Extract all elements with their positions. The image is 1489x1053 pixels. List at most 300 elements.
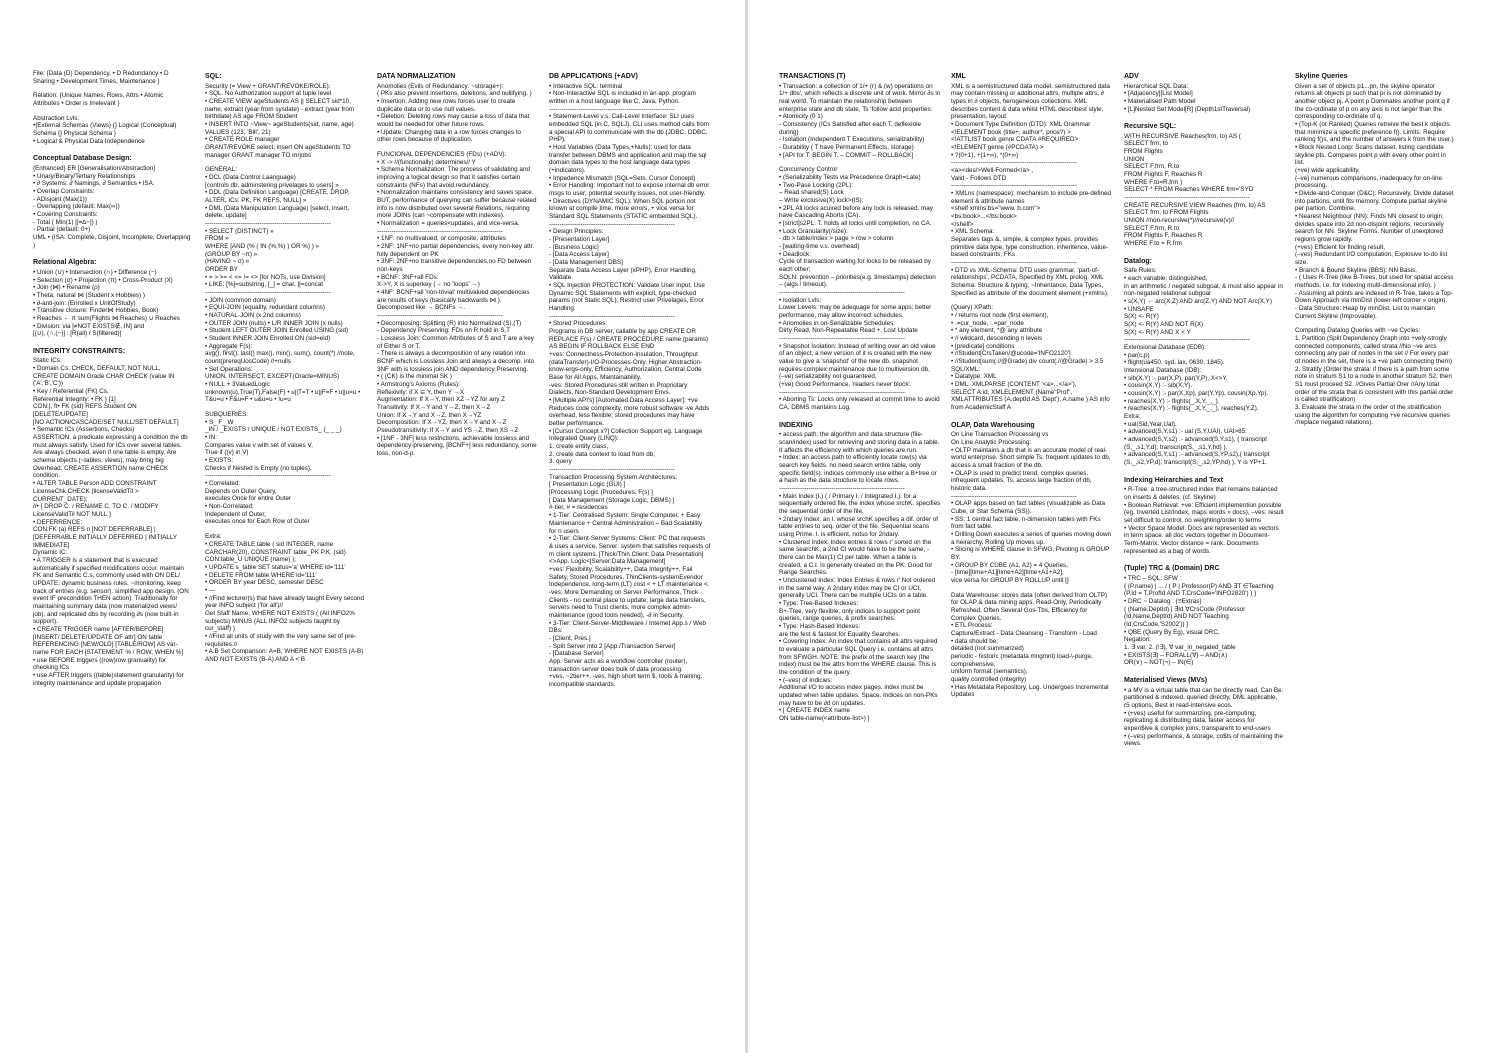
spacer bbox=[951, 412, 1113, 419]
note-line: 2. create data context to load from db, bbox=[549, 450, 656, 458]
note-line: • [L]Nested Set Model[R] (Depth1stTraversal) bbox=[1124, 105, 1251, 113]
note-line: ------------------------------------------------------------ bbox=[951, 258, 1077, 266]
note-line: - [Business Logic] bbox=[549, 243, 599, 251]
note-line: • Two-Pase Locking (2PL): bbox=[779, 181, 854, 189]
note-line: • Unclustered Index: Index Entries & rows r' Not ordered in the same way. A 2ndary index may be CI or UCI, generally UCI. There can be multiple UCIs on a table. bbox=[779, 577, 936, 600]
note-line: • 4NF: BCNF+all 'non-trivial' multivalued dependencies are results of keys (basically backwards ⋈ ). Decomposed like → BCNFs →. bbox=[377, 289, 530, 312]
note-line: • [1NF - 3NF] less restrictions, achievable lossless and dependency-preserving, [BCNF+] less redundancy, some loss, non-d-p. bbox=[377, 434, 537, 458]
note-line: { (Name,DeptId) | ∃Id ∀CrsCode (Professor (Id,Name,DeptId) AND NOT Teaching (Id,CrsCode,'S2002')) } bbox=[1124, 605, 1246, 628]
note-line: detailed (not summarized) bbox=[951, 645, 1024, 653]
section-heading: Materialised Views (MVs) bbox=[1124, 677, 1208, 684]
note-line: • Semantic ICs (Assertions, Checks) bbox=[33, 426, 135, 434]
note-line: SELECT * FROM Reaches WHERE frm='SYD' bbox=[1124, 186, 1255, 194]
note-line: • ( (CK) is the minimal SK ) bbox=[377, 373, 452, 381]
note-line: - [Data Management DBS] bbox=[549, 258, 623, 266]
note-line: UNION bbox=[1124, 155, 1145, 163]
note-line: +ves: Connectness-Protection-Insulation, Throughput (dataTransfer)-I/O-Processes-Only, Higher Abstraction-know-ergs-only, Efficiency, Authorization, Central Code Base for All Apps, Maintainability. bbox=[549, 351, 703, 382]
note-line: • Drilling Down executes a series of queries moving down a heirarchy, Rolling Up moves up. bbox=[951, 531, 1112, 546]
note-line: • SQL Injection PROTECTION: Validate User Input, Use Dynamic SQL Statements with explicit, type-checked params (not Static SQL), Restrict user Privelages, Error Handling. bbox=[549, 282, 705, 313]
note-line: (–ve) serializability not guaranteed, bbox=[779, 373, 877, 381]
note-line: ------------------------------------------------------------ bbox=[779, 484, 905, 492]
note-line: On Line Analytic Processing: bbox=[951, 438, 1032, 446]
note-line: <a><des/>Well-Formed</a> , bbox=[951, 166, 1034, 174]
note-line: Extra: bbox=[1124, 413, 1141, 421]
note-line: GENERAL: bbox=[205, 166, 237, 174]
note-line: ------------------------------------------------------------ bbox=[205, 219, 331, 227]
note-line: - Overlapping (default: Max(∞)) bbox=[33, 203, 120, 211]
note-line: _IN / _EXISTS / UNIQUE / NOT EXISTS_ (_ _ _) bbox=[205, 426, 342, 434]
section-heading: Datalog: bbox=[1124, 257, 1152, 265]
note-line: - Dependency Preserving: FDs on R hold in S,T bbox=[377, 327, 510, 335]
note-line: - Data Structure: Heap by minDist, List to maintain Current Skyline (Improvable). bbox=[1295, 305, 1435, 320]
note-line: ( PKs also prevent insertions, deletions, and nullifying. ) bbox=[377, 90, 532, 98]
left-col-4 bbox=[549, 70, 711, 689]
note-line: ------------------------------------------------------------ bbox=[951, 492, 1077, 500]
spacer bbox=[779, 412, 941, 419]
note-line: • OLAP is used to predict trend, complex queries, infrequent updates, Ts. access large fraction of db, historic data. bbox=[951, 469, 1092, 492]
note-line: [ Data Management (Storage Logic, DBMS) ] bbox=[549, 496, 675, 504]
note-line: • SELECT (DISTINCT) » bbox=[205, 227, 274, 235]
note-line: 3. query bbox=[549, 458, 572, 466]
note-line: • A.B Set Comparison: A=B, WHERE NOT EXISTS (A-B) AND NOT EXISTS (B-A) AND A < B bbox=[205, 648, 364, 663]
note-line: • Design Principles: bbox=[549, 228, 604, 236]
note-line: - Partial (default: 0+) bbox=[33, 226, 91, 234]
note-line: CREATE DOMAIN Grade CHAR CHECK (value IN ('A','B','C')) bbox=[33, 372, 175, 388]
note-line: (+ves) Efficient for finding result, bbox=[1295, 243, 1386, 251]
note-line: Referential Integrity: • FK } [1] bbox=[33, 395, 116, 403]
note-line: Reflexivity: if X ⊆ Y, then Y →X bbox=[377, 388, 465, 396]
note-line: • Snapshot Isolation: Instead of writing over an old value of an object, a new version of it is created with the new value to give a 'snapshot' of the new db. snapshot requires complex maintenance due to multiversion db, bbox=[779, 342, 936, 373]
note-line: • Overlap Constraints: bbox=[33, 187, 95, 195]
note-line: • 2ndary Index: an I. whose srchK specifies a dif. order of table entries to seq. order of the file. Sequential scans using Prime. I. is efficient, notso for 2ndary. bbox=[779, 515, 939, 539]
spacer bbox=[33, 85, 191, 92]
note-line: • Join (⋈) • Rename (ρ) bbox=[33, 284, 100, 292]
note-line: (–ves) Redundant I/O computation, Explosive to-do list size. bbox=[1295, 251, 1448, 266]
note-line: ------------------------------------------------------------ bbox=[1124, 336, 1250, 344]
spacer bbox=[33, 108, 191, 115]
note-line: • DCL (Data Control Laanguage) bbox=[205, 173, 296, 181]
note-line: 1. create entity class, bbox=[549, 443, 609, 451]
note-line: • Student INNER JOIN Enrolled ON (sid=eid) bbox=[205, 335, 331, 343]
note-line: • sib(X,Y) :- par(X,P), par(Y,P), X<>Y. bbox=[1124, 374, 1228, 382]
spacer bbox=[951, 585, 1113, 592]
note-line: • CREATE TRIGGER name [AFTER/BEFORE] [INSERT/ DELETE/UPDATE OF attr] ON table REFERENCING [NEW/OLD] [TABLE/ROW] AS var-name FOR EACH [STATEMENT % / ROW, WHEN %] bbox=[33, 625, 184, 656]
note-line: SELECT F.frm, R.to bbox=[1124, 163, 1180, 171]
note-line: • Division: via [≠NOT EXISTS∉, IN] and bbox=[33, 322, 145, 330]
note-line: FUNCIONAL DEPENDENCIES (FDs) (+ADV): bbox=[377, 150, 507, 158]
note-line: • Union (∪) • Intersection (∩) • Difference (−) bbox=[33, 268, 157, 276]
note-line: • Theta, natural ⋈ (Student x Hobbies) ) bbox=[33, 291, 145, 299]
note-line: 3. Evaluate the strata in the order of the stratification using the algorithm for computing +ve recursive queries //replace negated relations). bbox=[1295, 404, 1450, 427]
note-line: • EXISTS(∃) – FORALL(∀) – AND(∧) bbox=[1124, 651, 1228, 659]
note-line: -ves: Stored Procedures still written in Propriotary Dialects, Non-Standard Development Envs. bbox=[549, 381, 688, 397]
note-line: ------------------------------------------------------------ bbox=[549, 466, 675, 474]
note-line: - Lossless Join: Common Attributes of S and T are a key of Either S or T. bbox=[377, 335, 534, 350]
note-line: • Branch & Bound Skyline (BBS): NN Basis. bbox=[1295, 266, 1417, 274]
note-line: 2. Stratify (Order the strata: if there is a path from some note in stratum S1 to a node in another stratum S2, then S1 must proceed S2. //Gives Partial Orer //Any total order of the strata that is consistent with this partial order is called stratification) bbox=[1295, 365, 1454, 404]
note-line: • XML Schema: bbox=[951, 228, 995, 236]
note-line: • Document Type Definition (DTD): XML Grammar bbox=[951, 120, 1091, 128]
note-line: • access path: the algorithm and data structure (file-scan/index) used for retrieving and storing data in a table. It affects the efficiency with which queries are run. bbox=[779, 431, 940, 454]
note-line: • a MV is a virtual table that can be directly read. Can Be: partitioned & indexed, queried directly, DML applicable, r5 options, Best in read-intensive ecos. bbox=[1124, 686, 1284, 709]
note-line: SELECT frm, to FROM Flights bbox=[1124, 209, 1209, 217]
note-line: S(X) <- R(Y) bbox=[1124, 313, 1159, 321]
right-page bbox=[748, 0, 1489, 1053]
note-line: ------------------------------------------------------------ bbox=[377, 312, 503, 320]
note-line: • EQUI-JOIN (equality, redundant columns) bbox=[205, 304, 326, 312]
note-line: SOLN: prevention – priorities(e.g. timestamps) detection – (algs / timeout). bbox=[779, 273, 936, 289]
note-line: Lower Levels: may be adequage for some apps; better performance, may allow incorrect schedules. bbox=[779, 304, 932, 320]
note-line: [(∪), (∩,(−)] : [R(all) / S(filtered)] bbox=[33, 330, 122, 338]
spacer bbox=[33, 249, 191, 256]
note-line: • OLAP apps based on fact tables (visualizable as Data Cube, or Star Schema (SS)). bbox=[951, 500, 1106, 515]
note-line: • Lock Granularity(/size): bbox=[779, 227, 848, 235]
note-line: UNION //non-recursive(*)//recursive(v)// bbox=[1124, 217, 1235, 225]
note-line: • s(X,Y) ← arc(X,Z) AND arc(Z,Y) AND NOT Arc(X,Y) bbox=[1124, 298, 1272, 306]
note-line: • [predicate] conditions bbox=[951, 342, 1015, 350]
note-line: Static ICs: bbox=[33, 357, 62, 365]
note-line: (–ve) numerous comparisons, inadequacy for on-line processing. bbox=[1295, 174, 1443, 190]
spacer bbox=[1124, 113, 1284, 120]
section-heading: OLAP, Data Warehousing bbox=[951, 421, 1035, 429]
note-line: • ∂ Systems: ∂ Namings, ∂ Semantics • ISA: bbox=[33, 180, 155, 188]
note-line: • Vector Space Model: Docs are represented as vectors in term space. all doc vectors together in Document-Term-Matrix. Vector distance = rank. Documents represented as a bag of words. bbox=[1124, 524, 1279, 555]
note-line: XML is a semistructured data model. semistructured data may contain missing or additional attrs, multiple attrs, ∂ types in ∂ objects, herogeneous collections. XML describes content & data whilst HTML describest style, presentation, layout. bbox=[951, 82, 1111, 121]
note-line: - Durability ( T have Permanent Effects, storage) bbox=[779, 143, 914, 151]
note-line: are the fest & fastest for Equality Searches. bbox=[779, 630, 901, 638]
note-line: • ETL Process: bbox=[951, 622, 993, 630]
note-line: • Reaches ← π sum(Flights ⋈ Reaches) ∪ Reaches bbox=[33, 314, 180, 322]
note-line: //• { DROP C. / RENAME C. TO C. / MODIFY LicenseValidTil NOT NULL } bbox=[33, 503, 159, 518]
note-line: UNION, INTERSECT, EXCEPT(Oracle=MINUS) bbox=[205, 373, 340, 381]
note-line: [Processing Logic (Procedures, F(s) ] bbox=[549, 489, 653, 497]
note-line: Data Warehouse: stores data (often derived from OLTP) for OLAP & data mining apps. Read-Only, Periodically Refreshed, Often Several Gos-Tbs, Efficiency for Complex Queries. bbox=[951, 591, 1108, 622]
note-line: • DEFERRENCE: bbox=[33, 518, 83, 526]
spacer bbox=[205, 526, 365, 533]
note-line: Extensional Database (EDB): bbox=[1124, 344, 1206, 352]
spacer bbox=[33, 145, 191, 152]
note-line: • 1-Tier: Centralised System: Single Computer, + Easy Maintenance + Central Administration – Bad Scalability for n users bbox=[549, 512, 703, 535]
note-line: • [API for T: BEGIN T. – COMMIT – ROLLBACK] bbox=[779, 151, 914, 159]
note-line: • .=cur_node, ..=par_node bbox=[951, 319, 1024, 327]
note-line: • Insertion: Adding new rows forces user to create duplicate data or to use null values. bbox=[377, 97, 516, 113]
note-line: GRANT/REVOKE select, insert ON ageStudents TO manager GRANT manager TO mrjobs bbox=[205, 143, 351, 159]
note-line: • Nearest Neighbour (NN): Finds NN closest to origin, divides space into 2d non-disjoint regions, recursively search for NN. Skyline Forms. Number of unexplored regions grow rapidly. bbox=[1295, 212, 1444, 243]
note-line: <bs:book>...</bs:book> bbox=[951, 212, 1017, 220]
note-line: • DRC ~ Datalog : {≡Extras} : bbox=[1124, 597, 1205, 605]
note-line: Anomolies (Evils of Redundancy: ~storage+): bbox=[377, 82, 504, 90]
note-line: • Transaction: a collection of 1/+ (r) & (w) operations on 1/+ dbs', which reflects a discrete unit of work. Mirror ∂s in real world. To maintain the relationship between enterprise state and db state, Ts 'follow acid properties: bbox=[779, 82, 941, 113]
note-line: • Selection (σ) • Projection (π) • Cross-Product (X) bbox=[33, 276, 173, 284]
note-line: • Impedence Mismatch (SQL=Sets, Cursor Concept) bbox=[549, 174, 696, 182]
section-heading: DB APPLICATIONS (+ADV) bbox=[549, 73, 638, 80]
note-line: • Host Variables (Data Types,+Nulls): used for data transfer between DBMS and application and map the sql domain data types to the host language data types (+indicators). bbox=[549, 143, 707, 174]
note-line: • use AFTER triggers ((table)statement granularity) for integrity maintenance and update propagation bbox=[33, 671, 184, 687]
note-line: • Update: Changing data in a row forces changes to other rows because of duplication. bbox=[377, 128, 521, 144]
note-line: • A TRIGGER is a statement that is executed automatically if specified modifications occur. maintain FK and Semantic C.s, commonly used with ON DEL/ UPDATE, dynamic business rules. ~monitoring, keep track of entries (e.g. sensor). simplified app design. (ON event IF precondition THEN action). Traditionally for maintaining summary data (now materialized views/ job), and replicated dbs by recording ∂s (now built-in support). bbox=[33, 556, 189, 626]
note-line: • //Student[CrsTaken/@ucode='INFO2120'] bbox=[951, 350, 1071, 358]
note-line: • (+ves) useful for summarizing, pre-computing, replicating & distributing data, faster access for expen$ive & complex joins, transparent to end-users bbox=[1124, 709, 1271, 732]
note-line: X->Y, X is superkey (→ no 'loops' →) bbox=[377, 281, 480, 289]
note-line: - [Presentation Layer] bbox=[549, 235, 610, 243]
note-line: CON:FK (a) REFS n [NOT DEFERRABLE] | [DEFERRABLE INITIALLY DEFERRED | INITIALLY IMMEDIATE] bbox=[33, 526, 177, 549]
note-line: unknown(u),True(T),False(F) • u||T=T • u||F=F • u||u=u • T&u=u • F&u=F • u&u=u • !u=u bbox=[205, 388, 361, 404]
note-line: - Total ( Min(1) [|=∆−]) ) bbox=[33, 218, 98, 226]
note-line: • Transitive closure: Finder⋈ Hobbies, Book) bbox=[33, 307, 159, 315]
note-line: ASSERTION: a predicate expressing a condition the db must always satisfy. Used for ICs over several tables. Are always checked, even if one table is empty. Are schema objects (~tables, views), may bring big Overhead. CREATE ASSERTION name CHECK condition. bbox=[33, 434, 188, 480]
note-line: • UPDATE s_table SET status='a' WHERE id='111' bbox=[205, 563, 346, 571]
note-line: uniform format (semantics), bbox=[951, 668, 1028, 676]
note-line: • LIKE: [%]=substring, [_] = char, ||=concat bbox=[205, 281, 324, 289]
note-line: • Deadlock: bbox=[779, 250, 811, 258]
note-line: • NATURAL-JOIN (x 2nd columns) bbox=[205, 312, 301, 320]
note-line: • * any element, *@ any attribute bbox=[951, 327, 1043, 335]
spacer bbox=[205, 404, 365, 411]
note-line: - ( Uses R-Tree (like B-Trees, but used for spatial access methods, i.e. for indexing multi-dimensional info). ) bbox=[1295, 274, 1454, 289]
note-line: ------------------------------------------------------------ bbox=[779, 388, 905, 396]
note-line: • X -> //(functionally) determines// Y bbox=[377, 158, 476, 166]
note-line: • Has Metadata Repository, Log. Undergoes Incremental Updates bbox=[951, 683, 1109, 699]
note-line: (Query) XPath: bbox=[951, 304, 993, 312]
note-line: WITH RECURSIVE Reaches(frm, to) AS ( bbox=[1124, 132, 1241, 140]
spacer bbox=[1295, 320, 1455, 327]
note-line: • //Find lecturer(s) that have already taught Every second year INFO subject ('for all')// bbox=[205, 594, 365, 610]
note-line: ------------------------------------------------------------ bbox=[549, 105, 675, 113]
note-line: • Block Nested Loop: Scans dataset, listing candidate skyline pts. Compares point p with every other point in list. bbox=[1295, 143, 1446, 167]
note-line: executes once for Each Row of Outer bbox=[205, 518, 310, 526]
note-line: • / returns root node (first element), bbox=[951, 312, 1049, 320]
note-line: • Armstrong's Axioms (Rules): bbox=[377, 381, 460, 389]
note-line: (+ve) Good Performance, 'readers never block'. bbox=[779, 381, 912, 389]
note-line: ------------------------------------------------------------ bbox=[779, 289, 905, 296]
note-line: • BCNF: 3NF+all FDs: bbox=[377, 273, 439, 281]
note-line: Hierarchical SQL Data: bbox=[1124, 82, 1189, 90]
note-line: – Read shared(S) Lock bbox=[779, 189, 844, 197]
note-line: Compares value v with set of values V, bbox=[205, 441, 313, 449]
note-line: Get Staff Name, WHERE NOT EXISTS ( (All INFO2% subjects) MINUS (ALL INFO2 subjects taught by cur_staff) ) bbox=[205, 609, 355, 633]
note-line: +ves, ~2tier++, -ves, high short term $, tools & training, incompatible standards. bbox=[549, 673, 703, 688]
left-col-1 bbox=[33, 70, 191, 687]
note-line: ------------------------------------------------------------ bbox=[951, 159, 1077, 167]
note-line: • Aborting Ts: Locks only released at commit time to avoid CA, DBMS mantains Log. bbox=[779, 396, 940, 412]
note-line: • ALTER TABLE Person ADD CONSTRAINT LicenseChk CHECK (licenseValidTil > CURRENT_DATE); bbox=[33, 480, 157, 503]
note-line: • advanced(S,Y,s2) :- advanced(S,Y,s1), ( transcript (S,_,s1,Y,d); transcript(S,_,s1,Y,hd) ). bbox=[1124, 436, 1268, 451]
note-line: - [time][time+A1][time+A2][time+A1+A2], bbox=[951, 569, 1064, 577]
note-line: (HAVING ~ σ) » bbox=[205, 258, 250, 266]
note-line: Transitivity: If X→Y and Y→Z, then X→Z bbox=[377, 404, 491, 412]
note-line: #-tier, # = residences bbox=[549, 504, 608, 512]
right-col-3 bbox=[1124, 70, 1284, 748]
note-line: Capture/Extract - Data Cleansing - Transform - Load bbox=[951, 630, 1097, 638]
note-line: -ves: More Demanding on Server Performance, Thick Clients - no central place to update, large data transfers, servers need to Trust clients, more complex admin-maintenance (good tools needed), -∂ in Security. bbox=[549, 588, 706, 619]
note-line: - [Data Access Layer] bbox=[549, 251, 609, 259]
section-heading: Conceptual Database Design: bbox=[33, 155, 132, 163]
note-line: • Atomicity (0 1) bbox=[779, 113, 823, 121]
note-line: S(X) <- R(Y) AND X < Y bbox=[1124, 328, 1191, 336]
note-line: OR(∨) – NOT(¬) – IN(∈) bbox=[1124, 659, 1194, 667]
note-line: Given a set of objects p1...pn, the skyline operator returns all objects pi such that pi is not dominated by another object pj. A point p Dominates another point q if the co-ordinate of p on any axis is not larger than the corresponding co-ordinate of q. bbox=[1295, 82, 1450, 121]
note-line: Transaction Processing System Architectures: bbox=[549, 473, 678, 481]
note-line: comprehensive, bbox=[951, 660, 996, 668]
note-line: ------------------------------------------------------------ bbox=[205, 472, 331, 480]
note-line: • Non-Correlated: bbox=[205, 503, 254, 511]
note-line: - Split Server into 2 [App./Transaction Server] bbox=[549, 642, 676, 650]
note-line: • (–ves) performance, & storage, co$ts of maintaining the views. bbox=[1124, 732, 1284, 748]
note-line: • (Serializability Tests via Precedence Graph=Late) bbox=[779, 173, 921, 181]
note-line: True if ((v) in V) bbox=[205, 449, 249, 457]
spacer bbox=[951, 297, 1113, 304]
note-line: Decomposition: If X→YZ, then X→Y and X→Z bbox=[377, 419, 507, 427]
spacer bbox=[1124, 555, 1284, 562]
note-line: in an arithmetic / negated subgoal, & must also appear in non-negated relational subgoal bbox=[1124, 282, 1283, 298]
note-line: ------------------------------------------------------------ bbox=[549, 312, 675, 320]
spacer bbox=[377, 144, 537, 151]
note-line: Separate Data Access Layer (xPHP), Error Handling, Validate. bbox=[549, 266, 697, 282]
right-col-4 bbox=[1295, 70, 1455, 427]
note-line: • (–ves) of Indicies: bbox=[779, 676, 833, 684]
note-line: • [strict]s2PL: T. holds all locks until completion, no CA. bbox=[779, 219, 932, 227]
note-line: • S_ F_ W bbox=[205, 418, 234, 426]
note-line: • DTD vs XML-Schema: DTD uses grammar, 'part-of-relationships', PCDATA, Specified by XML prolog. XML Schema: Structure & typing, ~Inheritance, Data Types, Specified as attribute of the document element (+xmlns). bbox=[951, 266, 1109, 297]
note-line: • OLTP maintains a db that is an accurate model of real-world enterprise. Short simple Ts. frequent updates to db, access a small fraction of the db. bbox=[951, 446, 1111, 469]
note-line: • JOIN (common domain) bbox=[205, 296, 276, 304]
note-line: • //Student[sum(.//@Grade) div count(.//@Grade) > 3.5 bbox=[951, 358, 1104, 366]
note-line: • NULL + 3ValuedLogic bbox=[205, 381, 270, 389]
note-line: Cycle of transaction waiting for locks to be released by each other; bbox=[779, 258, 931, 273]
note-line: S(X) <- R(Y) AND NOT R(X) bbox=[1124, 321, 1204, 329]
note-line: FROM Flights F, Reaches R bbox=[1124, 171, 1203, 179]
note-line: • ual(Sid,Year,Ual). bbox=[1124, 420, 1177, 428]
section-heading: TRANSACTIONS (T) bbox=[779, 73, 846, 80]
note-line: Negation: bbox=[1124, 636, 1151, 644]
spacer bbox=[205, 159, 365, 166]
note-line: <!ATTLIST book genre CDATA #REQUIRED> bbox=[951, 136, 1079, 144]
note-line: • Correlated: bbox=[205, 480, 241, 488]
note-line: [ Presentation Logic (GUI) ] bbox=[549, 481, 626, 489]
note-line: • Isolation Lvls: bbox=[779, 296, 822, 304]
note-line: Valid - Follows DTD bbox=[951, 174, 1007, 182]
section-heading: Recursive SQL: bbox=[1124, 123, 1177, 131]
spacer bbox=[1124, 248, 1284, 255]
note-line: • use BEFORE triggers ((row)row granuality) for checking ICs bbox=[33, 656, 167, 672]
note-line: WHERE [AND (% ( IN (%,%) ) OR %) ) » bbox=[205, 242, 320, 250]
note-line: Additional I/O to access index pages. index must be updated when table updates. Space. Indices on non-PKs may have to be ∂d on updates. bbox=[779, 684, 938, 707]
note-line: • Type: Tree-Based Indexes: bbox=[779, 600, 859, 608]
note-line: • CREATE ROLE manager bbox=[205, 136, 280, 144]
note-line: • data should be; bbox=[951, 637, 999, 645]
note-line: • Non-Interactive SQL is included in an app. program written in a host language like C, Java, Python. bbox=[549, 90, 696, 105]
note-line: • reaches(X,Y) :- flights(_,X,Y,_,_). bbox=[1124, 397, 1220, 405]
note-line: • advanced(S,Y,s1) :- advanced(S,YP,s2),( transcript (S,_,s2,YP,d); transcript(S,_,s2,YP,hd) ), Y is YP+1. bbox=[1124, 451, 1270, 467]
note-line: ------------------------------------------------------------ bbox=[377, 227, 503, 235]
note-line: • DML: XMLPARSE (CONTENT '<a>...</a>'), bbox=[951, 381, 1077, 389]
note-line: • Logical & Physical Data Independence bbox=[33, 137, 145, 145]
note-line: • (Top-K (or Ranked) Queries retreive the best k objects that minimize a specific preference f(). Limits: Require ranking f()s, and the number of answers k from the user.) bbox=[1295, 120, 1454, 144]
note-line: {Enhanced} ER [Generalisation/Abstraction] bbox=[33, 164, 156, 172]
note-line: • = > >= < <= != <> [for NOTs, use Division] bbox=[205, 273, 326, 281]
note-line: SELECT F.frm, R.to bbox=[1124, 224, 1180, 232]
note-line: CON:], ft• FK (sid) REFS Student ON [DELETE/UPDATE] bbox=[33, 403, 137, 419]
note-line: [controls db, adminstering privelages to users] » bbox=[205, 181, 339, 189]
note-line: • Stored Procedures: bbox=[549, 320, 608, 328]
note-line: Checks if Nested is Empty (no tuples). bbox=[205, 464, 312, 472]
note-line: • each variable; distinguished, bbox=[1124, 275, 1208, 283]
note-line: WHERE F.to = R.frm bbox=[1124, 240, 1182, 248]
note-line: Intensional Database (IDB): bbox=[1124, 367, 1202, 375]
note-line: • INSERT INTO ~View~ ageStudents(sid, name, age) VALUES (123, 'Bill', 21) bbox=[205, 120, 354, 136]
note-line: • advanced(S,Y,s1) :- ual (S,Y,UAI), UAI>85. bbox=[1124, 428, 1247, 436]
note-line: Separates tags &, simple, & complex types. provides primitive data type, type construction, inheritence, value-based constraints, FKs bbox=[951, 235, 1109, 259]
note-line: { (P.name) | ... / ( P | Professor(P) AND ∃T ∈Teaching (P.Id = T.ProfId AND T.CrsCode='INFO2820') ) } bbox=[1124, 582, 1274, 598]
note-line: • ?(0+1), +(1+∞), *(0+∞) bbox=[951, 151, 1019, 159]
note-line: 1. ∃ var, 2. (!∃), ∀ var_in_negated_table bbox=[1124, 643, 1236, 651]
note-line: • TRC – SQL: SFW : bbox=[1124, 574, 1182, 582]
note-line: – Write exclusive(X) lock>(IS): bbox=[779, 196, 864, 204]
note-line: • Deletion: Deleting rows may cause a loss of data that would be needed for other future rows. bbox=[377, 113, 530, 128]
note-line: Computing Datalog Queries with ~ve Cycles: bbox=[1295, 327, 1421, 335]
note-line: • Error Handling: Important not to expose internal db error msgs to user; potential security issues, not user-friendly. bbox=[549, 182, 710, 197]
note-line: • par(c,p) bbox=[1124, 351, 1150, 359]
note-line: • ∂-anti-join: (Enrolled x UnitOfStudy) bbox=[33, 299, 136, 307]
note-line: • [Cursor Concept x?] Collection Support eg. Language Integrated Query (LINQ): bbox=[549, 427, 703, 443]
note-line: • EXISTS: bbox=[205, 457, 234, 465]
note-line: • Index: an access path to efficiently locate row(s) via search key fields. no need search entire table, only specific field(s). indices commonly use either a B+tree or a hash as the data structure to locate rows. bbox=[779, 454, 937, 485]
note-line: FROM Flights bbox=[1124, 148, 1163, 156]
note-line: • Interactive SQL: terminal bbox=[549, 82, 623, 90]
note-line: Dynamic IC: bbox=[33, 549, 68, 557]
note-line: • Domain Cs: CHECK, DEFAULT, NOT NULL, bbox=[33, 365, 161, 373]
note-line: • [Multiple API's] [Automated Data Access Layer]: +ve Reduces code complexity, more robust software -ve Adds overhead, less flexible; stored procedures may have better performance. bbox=[549, 397, 710, 428]
note-line: • 3-Tier: Client-Server-Middleware / Internet App.s / Web DBs: bbox=[549, 619, 706, 635]
note-line: Relation: {Unique Names, Rows, Attrs • Atomic Attributes • Order is Irrelevant } bbox=[33, 92, 164, 108]
note-line: WHERE F.to=R.frm ) bbox=[1124, 178, 1183, 186]
note-line: (+ve) wide applicability, bbox=[1295, 166, 1360, 174]
note-line: •{External Schemas (Views) {} Logical (Conceptual) Schema {} Physical Schema } bbox=[33, 122, 177, 138]
note-line: Extra: bbox=[205, 533, 222, 541]
note-line: • DML (Data Manipulation Language) [select, insert, delete, update] bbox=[205, 204, 350, 220]
section-heading: XML bbox=[951, 73, 966, 80]
spacer bbox=[779, 159, 941, 166]
note-line: • CREATE TABLE table ( sid INTEGER, name CARCHAR(20), CONSTRAINT table_PK P.K. (sid) CON:table_U UNIQUE (name) ); bbox=[205, 540, 346, 564]
note-line: Abstraction Lvls: bbox=[33, 114, 80, 122]
note-line: - ADisjoint (Max(1)) bbox=[33, 195, 87, 203]
note-line: Pseudotransitivity: If X→Y and YS→Z, then XS→Z bbox=[377, 427, 519, 435]
note-line: Depends on Outer Query, bbox=[205, 487, 277, 495]
section-heading: DATA NORMALIZATION bbox=[377, 73, 456, 80]
note-line: Union: If X→Y and X→Z, then X→YZ bbox=[377, 411, 482, 419]
note-line: 1. Partition (Split Dependency Graph into +vely-strogly connected components; called strata //No ~ve arcs connecting any pair of nodes in the set // For every pair of nodes in the set, there is a +ve path connecting them) bbox=[1295, 335, 1452, 366]
note-line: CREATE RECURSIVE VIEW Reaches (frm, to) AS bbox=[1124, 201, 1266, 209]
note-line: • QBE (Query By Eg), visual DRC, bbox=[1124, 628, 1220, 636]
note-line: • Decomposing: Splitting (R) into Normalized (S),(T) bbox=[377, 319, 522, 327]
note-line: FROM Flights F, Reaches R bbox=[1124, 232, 1203, 240]
note-line: • Directives (DYNAMIC SQL): When SQL portion not known at compile time, more errors, + vice versa for Standard SQL Statements (STATIC embedded SQL). bbox=[549, 197, 698, 220]
note-line: • flight(ua450, syd, lax, 0630, 1845). bbox=[1124, 359, 1225, 367]
note-line: Concurrency Control bbox=[779, 166, 837, 174]
note-line: • Unary/Binary/Tertiary Relationships bbox=[33, 172, 136, 180]
note-line: periodic - historic (metadata mngmnt) load-\-purge, bbox=[951, 653, 1093, 661]
note-line: ORDER BY bbox=[205, 265, 238, 273]
note-line: [NO ACTION/CASCADE/SET NULL/SET DEFAULT] bbox=[33, 418, 179, 426]
note-line: On Line Transaction Processing vs bbox=[951, 431, 1049, 439]
section-heading: (Tuple) TRC & (Domain) DRC bbox=[1124, 565, 1220, 573]
spacer bbox=[1124, 667, 1284, 674]
note-line: ------------------------------------------------------------ bbox=[205, 289, 331, 296]
note-line: - [Database Server] bbox=[549, 650, 604, 658]
note-line: UML • (ISA: Complete, Disjoint, Incomplete, Overlapping ) bbox=[33, 233, 191, 249]
note-line: Programs in DB server, callable by app CREATE OR REPLACE F(s) / CREATE PROCEDURE name (params) AS BEGIN IF ROLLBACK ELSE END bbox=[549, 328, 709, 351]
note-line: SUBQUERIES: bbox=[205, 411, 249, 419]
